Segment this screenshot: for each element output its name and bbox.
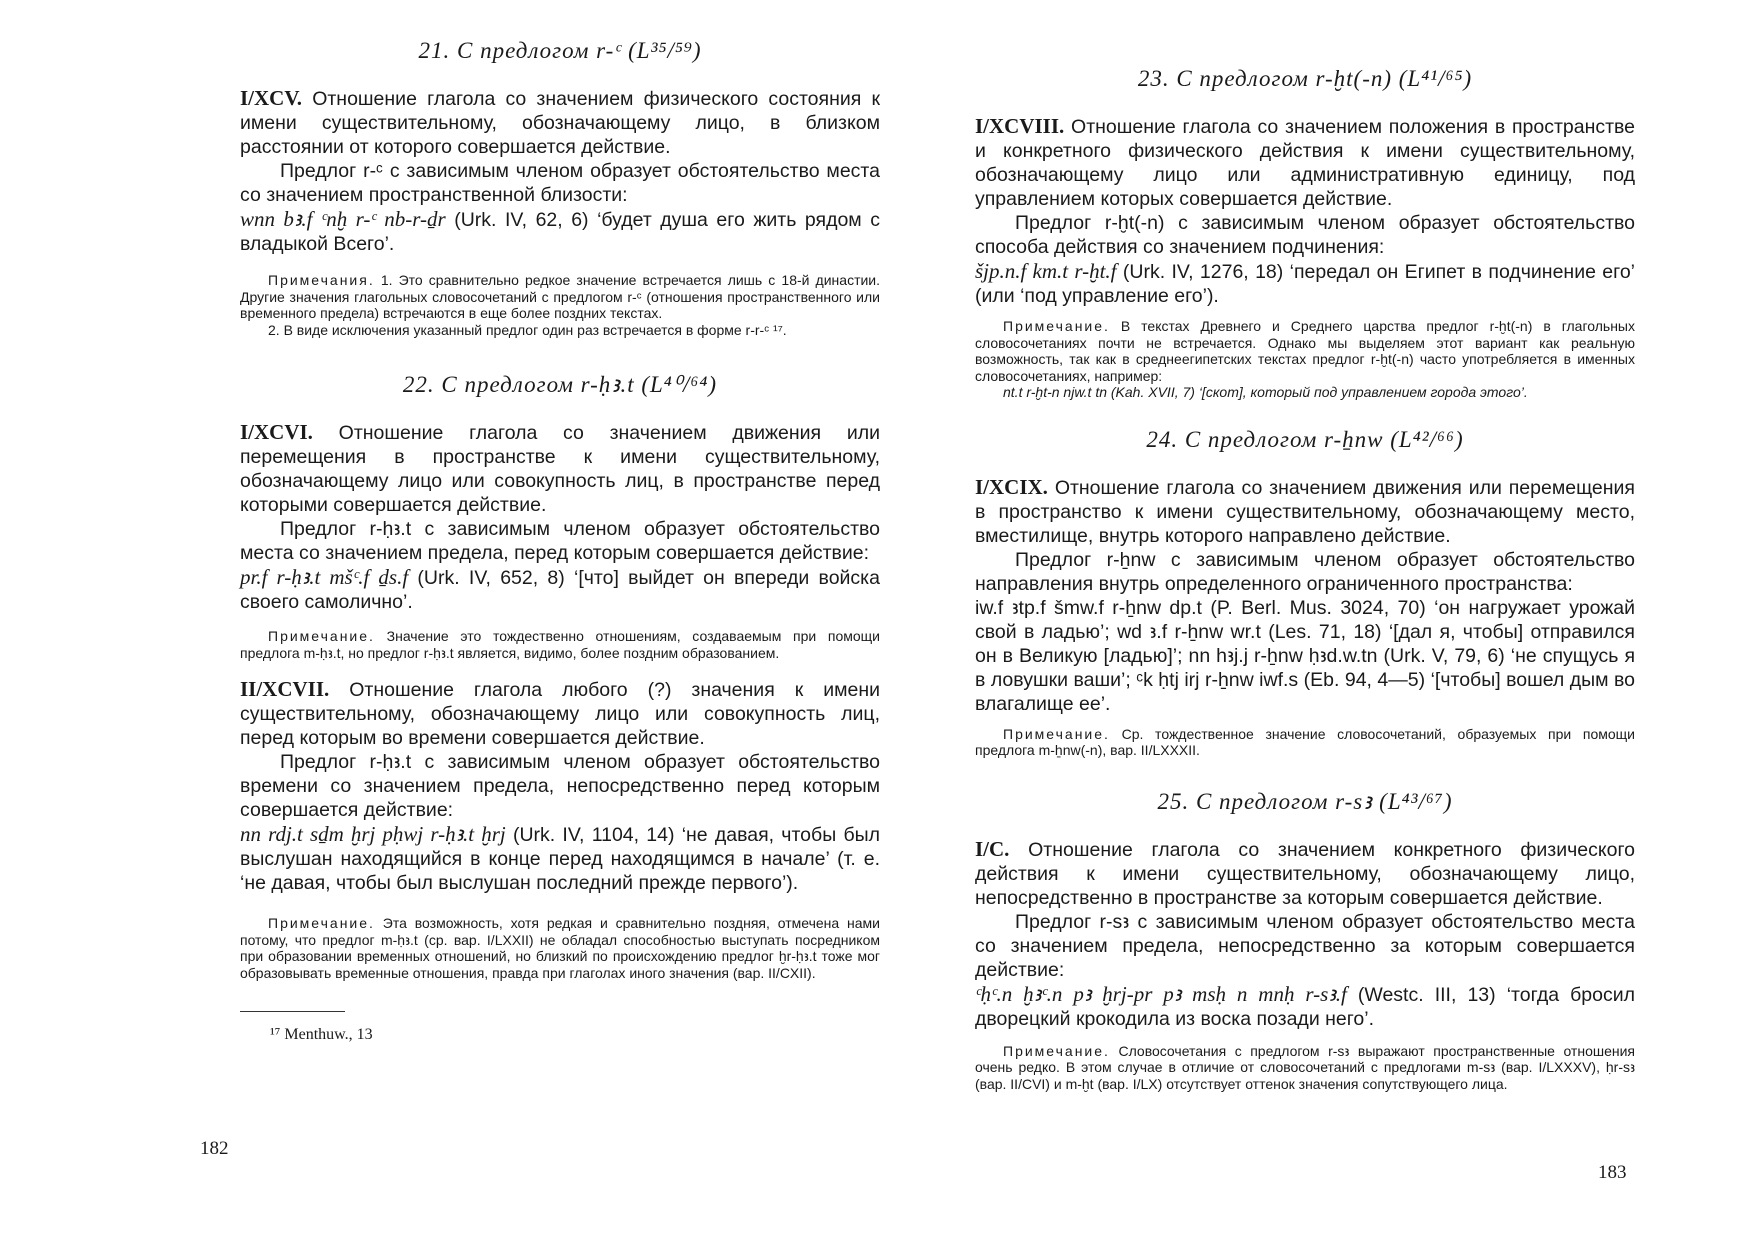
entry-code: I/XCVI.: [240, 420, 313, 444]
section-24-note: [975, 726, 1635, 759]
section-25-example: [975, 982, 1635, 1031]
section-23-paragraph-1: [975, 114, 1635, 211]
note-1: Ср. тождественное значение словосочетаний, образуемых при помощи предлога m-ẖnw(-n), вар. II/LXXXII.: [975, 725, 1635, 758]
entry-code: I/XCV.: [240, 86, 303, 110]
paragraph-text: Отношение глагола со значением положения в пространстве и конкретного физического действия к имени существительному, обозначающему лицо или административную единицу, под управлением которых совершается действие.: [975, 116, 1635, 210]
notes-label: Примечание.: [1003, 725, 1110, 742]
page-number-left: 182: [200, 1138, 229, 1159]
section-22-paragraph-4: Предлог r-ḥꜣ.t с зависимым членом образует обстоятельство времени со значением предела, непосредственно перед которым совершается действие:: [240, 751, 880, 821]
section-24-paragraph-1: [975, 475, 1635, 548]
section-21-notes: [240, 272, 880, 338]
entry-code: I/XCIX.: [975, 474, 1048, 499]
section-23-heading: 23. С предлогом r-ḫt(-n) (L⁴¹/⁶⁵): [1137, 66, 1473, 91]
section-22-note-2: [240, 915, 880, 981]
footnote: ¹⁷ Menthuw., 13: [270, 1026, 373, 1043]
section-24-examples: iw.f ꜣtp.f šmw.f r-ẖnw dp.t (P. Berl. Mus. 3024, 70) ‘он нагружает урожай свой в ладью’; wd ꜣ.f r-ẖnw wr.t (Les. 71, 18) ‘[дал я, чтобы] отправился он в Великую [ладью]’; nn hꜣj.j r-ẖnw ḥꜣd.w.tn (Urk. V, 79, 6) ‘не спущусь я в ловушки ваши’; ᶜk ḥtj irj r-ẖnw iwf.s (Eb. 94, 4—5) ‘[чтобы] вошел дым во влагалище ее’.: [975, 596, 1635, 715]
entry-code: I/C.: [975, 836, 1010, 861]
section-24-paragraph-2: Предлог r-ẖnw с зависимым членом образует обстоятельство направления внутрь определенного ограниченного пространства:: [975, 548, 1635, 595]
example-translation: (Westc. III, 13) ‘тогда бросил дворецкий крокодила из воска позади него’.: [975, 983, 1635, 1030]
right-page: [975, 66, 1635, 1092]
entry-code: I/XCVIII.: [975, 114, 1065, 138]
notes-label: Примечание.: [1003, 1042, 1110, 1059]
example-translation: (Urk. IV, 1104, 14) ‘не давая, чтобы был выслушан находящийся в конце перед находящимся в начале’ (т. е. ‘не давая, чтобы был выслушан последний прежде первого’).: [240, 824, 881, 894]
note-1: Словосочетания с предлогом r-sꜣ выражают пространственные отношения очень редко. В этом случае в отличие от словосочетаний с предлогами m-sꜣ (вар. I/LXXXV), ḥr-sꜣ (вар. II/CVI) и m-ḫt (вар. I/LX) отсутствует оттенок значения сопутствующего лица.: [975, 1042, 1636, 1092]
note-1: Значение это тождественно отношениям, создаваемым при помощи предлога m-ḥꜣ.t, но предлог r-ḥꜣ.t является, видимо, более поздним образованием.: [240, 628, 880, 661]
note-2: Эта возможность, хотя редкая и сравнительно поздняя, отмечена нами потому, что предлог m-ḥꜣ.t (ср. вар. I/LXXII) не обладал способностью выступать посредником при образовании временных отношений, но близкий по происхождению предлог ḫr-ḥꜣ.t тоже мог образовывать временные отношения, правда при глаголах иного значения (вар. II/CXII).: [240, 915, 880, 981]
section-24-heading: 24. С предлогом r-ẖnw (L⁴²/⁶⁶): [1146, 426, 1464, 452]
section-22-example-2: [240, 822, 880, 895]
section-22-heading: 22. С предлогом r-ḥꜣ.t (L⁴⁰/⁶⁴): [402, 372, 718, 397]
example-transliteration: šjp.n.f km.t r-ḫt.f: [975, 259, 1117, 283]
section-23-example: [975, 259, 1635, 308]
section-21-paragraph-2: Предлог r-ᶜ с зависимым членом образует обстоятельство места со значением пространственной близости:: [240, 160, 880, 206]
section-25-heading: 25. С предлогом r-sꜣ (L⁴³/⁶⁷): [1157, 788, 1453, 814]
paragraph-text: Отношение глагола со значением движения или перемещения в пространство к имени существительному, обозначающему место, вместилище, внутрь которого направлено действие.: [975, 476, 1635, 547]
note-example: nt.t r-ḫt-n njw.t tn (Kah. XVII, 7) ‘[скот], который под управлением города этого’.: [1003, 384, 1528, 400]
notes-label: Примечание.: [1003, 318, 1110, 334]
example-transliteration: wnn bꜣ.f ᶜnḫ r-ᶜ nb-r-ḏr: [240, 207, 446, 231]
section-23-note: [975, 318, 1635, 401]
entry-code: II/XCVII.: [240, 677, 330, 701]
paragraph-text: Отношение глагола любого (?) значения к имени существительному, обозначающему лицо или совокупность лиц, перед которым во времени совершается действие.: [240, 679, 881, 749]
section-25-paragraph-2: Предлог r-sꜣ с зависимым членом образует обстоятельство места со значением предела, непосредственно за которым совершается действие:: [975, 910, 1635, 981]
section-22-paragraph-2: Предлог r-ḥꜣ.t с зависимым членом образует обстоятельство места со значением предела, перед которым совершается действие:: [240, 518, 880, 564]
section-21-example: [240, 207, 880, 256]
example-transliteration: ᶜḥᶜ.n ḫꜣᶜ.n pꜣ ḫrj-pr pꜣ msḥ n mnḥ r-sꜣ.f: [975, 981, 1347, 1006]
footnote-rule: [240, 1011, 345, 1012]
note-1: 1. Это сравнительно редкое значение встречается лишь с 18-й династии. Другие значения глагольных словосочетаний с предлогом r-ᶜ (отношения пространственного или временного предела) встречаются в еще более поздних текстах.: [240, 272, 881, 321]
example-translation: (Urk. IV, 652, 8) ‘[что] выйдет он впереди войска своего самолично’.: [240, 567, 880, 613]
section-22-paragraph-3: [240, 677, 880, 750]
notes-label: Примечания.: [268, 272, 375, 288]
notes-label: Примечание.: [268, 628, 375, 644]
section-22-example: [240, 565, 880, 614]
paragraph-text: Отношение глагола со значением физического состояния к имени существительному, обозначающему лицо, в близком расстоянии от которого совершается действие.: [240, 88, 880, 158]
note-1: В текстах Древнего и Среднего царства предлог r-ḫt(-n) в глагольных словосочетаниях почти не встречается. Однако мы выделяем этот вариант как реальную возможность, так как в среднеегипетских текстах предлог r-ḫt(-n) часто употребляется в именных словосочетаниях, например:: [975, 318, 1635, 384]
section-25-paragraph-1: [975, 837, 1635, 910]
section-22-note: [240, 628, 880, 661]
example-transliteration: pr.f r-ḥꜣ.t mšᶜ.f ḏs.f: [240, 565, 409, 589]
left-page: [240, 38, 880, 1044]
section-23-paragraph-2: Предлог r-ḫt(-n) с зависимым членом образует обстоятельство способа действия со значением подчинения:: [975, 212, 1635, 258]
paragraph-text: Отношение глагола со значением конкретного физического действия к имени существительному, обозначающему лицо, непосредственно в пространстве за которым совершается действие.: [975, 838, 1635, 909]
paragraph-text: Отношение глагола со значением движения или перемещения в пространстве к имени существительному, обозначающему лицо или совокупность лиц, в пространстве перед которыми совершается действие.: [240, 422, 880, 516]
example-translation: (Urk. IV, 1276, 18) ‘передал он Египет в подчинение его’ (или ‘под управление его’).: [975, 261, 1636, 307]
notes-label: Примечание.: [268, 915, 375, 931]
section-21-paragraph-1: [240, 86, 880, 159]
section-25-note: [975, 1043, 1635, 1093]
example-transliteration: nn rdj.t sḏm ḫrj pḥwj r-ḥꜣ.t ḫrj: [240, 822, 506, 846]
page-number-right: 183: [1598, 1162, 1627, 1183]
note-2: 2. В виде исключения указанный предлог один раз встречается в форме r-r-ᶜ ¹⁷.: [268, 321, 787, 338]
section-21-heading: 21. С предлогом r-ᶜ (L³⁵/⁵⁹): [418, 38, 702, 63]
section-22-paragraph-1: [240, 420, 880, 517]
example-translation: (Urk. IV, 62, 6) ‘будет душа его жить рядом с владыкой Всего’.: [240, 209, 880, 255]
